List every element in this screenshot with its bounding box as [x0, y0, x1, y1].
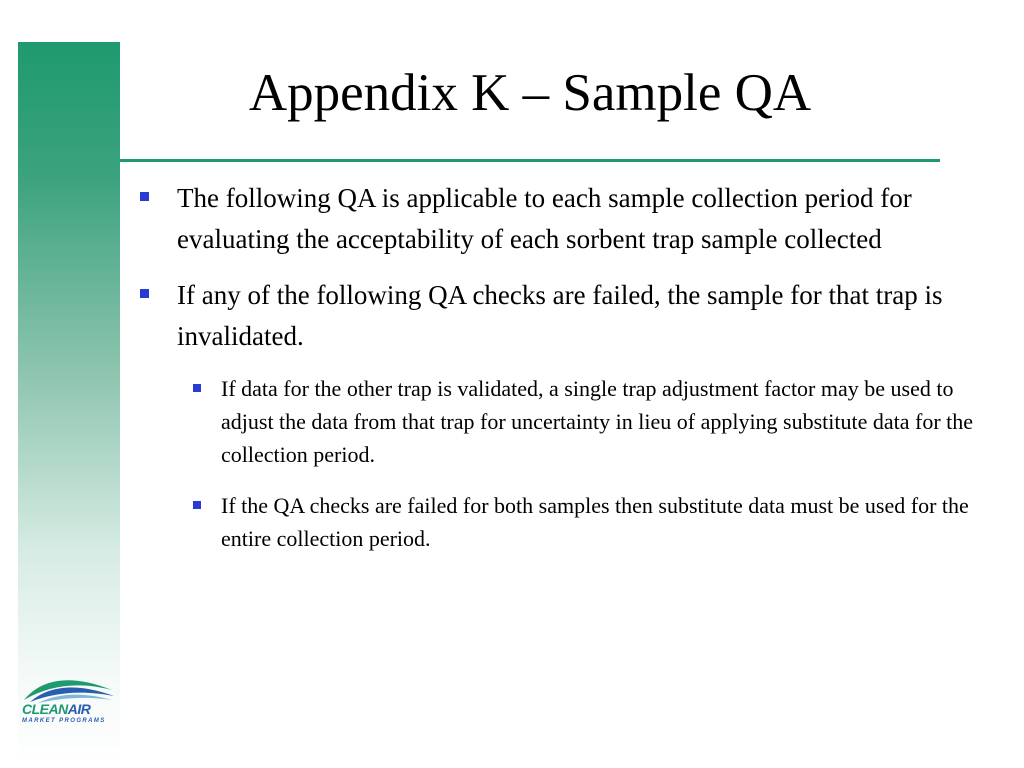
sub-bullet-item — [191, 489, 1001, 555]
logo-word-clean: CLEAN — [22, 701, 68, 717]
slide-title: Appendix K – Sample QA — [248, 64, 812, 122]
bullet-item — [140, 275, 1000, 357]
sub-bullet-item — [191, 372, 1001, 471]
bullet-list — [140, 178, 1000, 573]
square-bullet-icon — [193, 501, 201, 509]
sub-bullet-text: If data for the other trap is validated, a single trap adjustment factor may be used to adjust the data from that trap for uncertainty in lieu of applying substitute data for the collection period. — [221, 376, 974, 467]
square-bullet-icon — [140, 289, 149, 298]
logo-word-air: AIR — [67, 701, 91, 717]
clean-air-logo — [20, 672, 116, 732]
square-bullet-icon — [140, 192, 149, 201]
logo-tagline: MARKET PROGRAMS — [22, 718, 106, 724]
bullet-text: If any of the following QA checks are failed, the sample for that trap is invalidated. — [177, 280, 943, 351]
sub-bullet-text: If the QA checks are failed for both samples then substitute data must be used for the entire collection period. — [221, 493, 969, 551]
title-underline — [120, 159, 940, 162]
wave-swoosh-icon — [20, 672, 116, 704]
square-bullet-icon — [193, 384, 201, 392]
logo-wordmark — [22, 702, 90, 716]
side-gradient-band — [18, 42, 120, 768]
bullet-text: The following QA is applicable to each sample collection period for evaluating the acceptability of each sorbent trap sample collected — [177, 183, 912, 254]
bullet-item — [140, 178, 1000, 260]
